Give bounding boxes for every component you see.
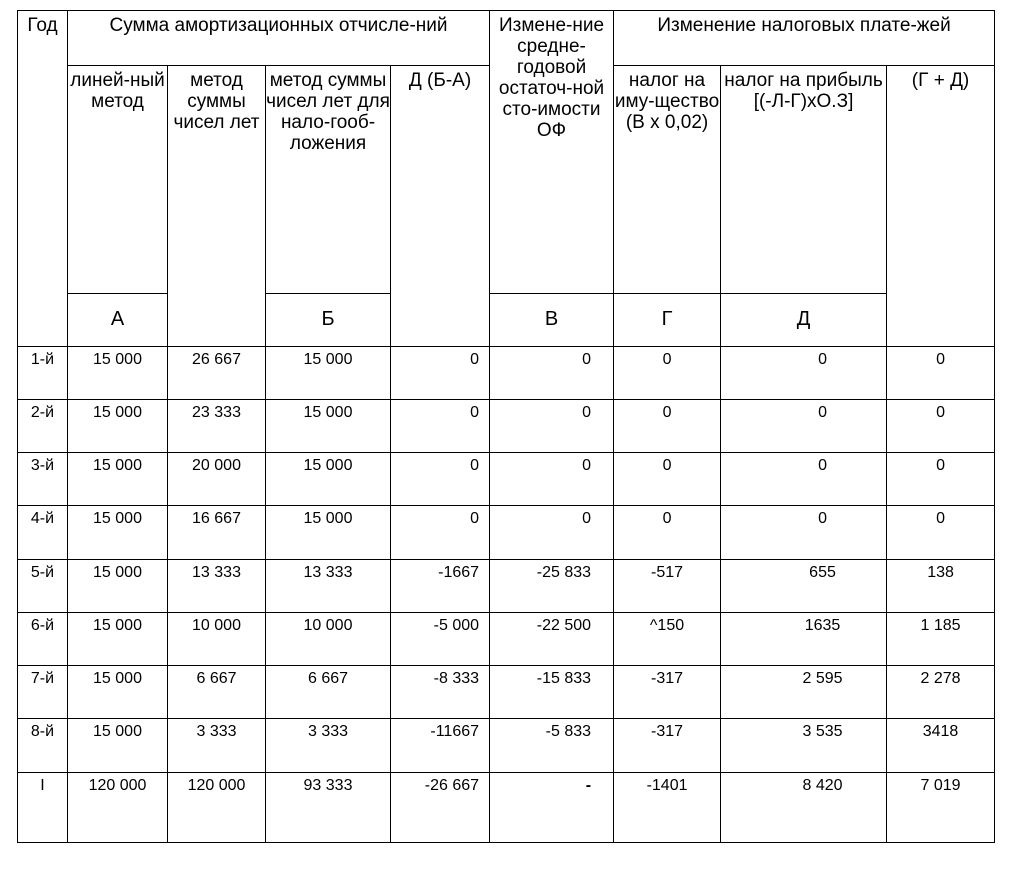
- cell-profit-tax: 8 420: [721, 772, 887, 842]
- cell-year: 7-й: [18, 666, 68, 719]
- cell-year: I: [18, 772, 68, 842]
- cell-sum-years: 120 000: [168, 772, 266, 842]
- cell-total: 0: [887, 346, 995, 399]
- cell-total: 0: [887, 399, 995, 452]
- cell-property-tax: -517: [614, 559, 721, 612]
- cell-year: 6-й: [18, 612, 68, 665]
- header-balance-change: Измене-ние средне-годовой остаточ-ной сто-имости ОФ: [490, 11, 614, 294]
- table-row: [18, 612, 995, 665]
- cell-balance-change: 0: [490, 506, 614, 559]
- letter-d: Д: [721, 294, 887, 346]
- cell-profit-tax: 0: [721, 506, 887, 559]
- cell-diff: -5 000: [391, 612, 490, 665]
- cell-sum-years: 20 000: [168, 453, 266, 506]
- cell-profit-tax: 0: [721, 346, 887, 399]
- cell-balance-change: -22 500: [490, 612, 614, 665]
- header-year: Год: [18, 11, 68, 347]
- cell-property-tax: -317: [614, 719, 721, 772]
- header-diff: Д (Б-А): [391, 66, 490, 346]
- cell-total: 0: [887, 453, 995, 506]
- table-row: [18, 506, 995, 559]
- cell-balance-change: 0: [490, 399, 614, 452]
- cell-linear: 15 000: [68, 506, 168, 559]
- cell-property-tax: 0: [614, 399, 721, 452]
- cell-diff: 0: [391, 399, 490, 452]
- cell-balance-change: 0: [490, 346, 614, 399]
- cell-sum-years-tax: 93 333: [266, 772, 391, 842]
- cell-sum-years-tax: 15 000: [266, 453, 391, 506]
- cell-total: 3418: [887, 719, 995, 772]
- cell-sum-years: 16 667: [168, 506, 266, 559]
- header-tax-change-group: Изменение налоговых плате-жей: [614, 11, 995, 66]
- cell-linear: 15 000: [68, 719, 168, 772]
- cell-year: 1-й: [18, 346, 68, 399]
- cell-diff: 0: [391, 346, 490, 399]
- cell-sum-years: 6 667: [168, 666, 266, 719]
- cell-sum-years: 10 000: [168, 612, 266, 665]
- cell-property-tax: -317: [614, 666, 721, 719]
- cell-property-tax: 0: [614, 506, 721, 559]
- cell-diff: 0: [391, 453, 490, 506]
- cell-sum-years-tax: 3 333: [266, 719, 391, 772]
- cell-sum-years-tax: 15 000: [266, 346, 391, 399]
- cell-profit-tax: 2 595: [721, 666, 887, 719]
- cell-profit-tax: 0: [721, 399, 887, 452]
- cell-diff: -11667: [391, 719, 490, 772]
- header-profit-tax: налог на прибыль [(-Л-Г)хО.З]: [721, 66, 887, 294]
- cell-linear: 15 000: [68, 559, 168, 612]
- cell-sum-years-tax: 6 667: [266, 666, 391, 719]
- cell-total: 7 019: [887, 772, 995, 842]
- cell-total: 1 185: [887, 612, 995, 665]
- cell-balance-change: -15 833: [490, 666, 614, 719]
- cell-profit-tax: 655: [721, 559, 887, 612]
- letter-v: В: [490, 294, 614, 346]
- cell-property-tax: 0: [614, 453, 721, 506]
- table-row: [18, 453, 995, 506]
- cell-balance-change: -5 833: [490, 719, 614, 772]
- letter-a: А: [68, 294, 168, 346]
- cell-linear: 15 000: [68, 453, 168, 506]
- cell-diff: 0: [391, 506, 490, 559]
- header-total: (Г + Д): [887, 66, 995, 346]
- cell-balance-change: 0: [490, 453, 614, 506]
- cell-sum-years-tax: 15 000: [266, 399, 391, 452]
- letter-g: Г: [614, 294, 721, 346]
- header-depreciation-group: Сумма амортизационных отчисле-ний: [68, 11, 490, 66]
- cell-year: 5-й: [18, 559, 68, 612]
- cell-diff: -26 667: [391, 772, 490, 842]
- cell-linear: 15 000: [68, 666, 168, 719]
- table-row: [18, 346, 995, 399]
- cell-year: 2-й: [18, 399, 68, 452]
- cell-balance-change: -25 833: [490, 559, 614, 612]
- cell-year: 8-й: [18, 719, 68, 772]
- cell-linear: 15 000: [68, 346, 168, 399]
- cell-diff: -1667: [391, 559, 490, 612]
- table-row: [18, 719, 995, 772]
- cell-total: 138: [887, 559, 995, 612]
- cell-linear: 15 000: [68, 399, 168, 452]
- cell-profit-tax: 1635: [721, 612, 887, 665]
- cell-property-tax: 0: [614, 346, 721, 399]
- total-row: [18, 772, 995, 842]
- cell-property-tax: -1401: [614, 772, 721, 842]
- cell-sum-years: 13 333: [168, 559, 266, 612]
- header-property-tax: налог на иму-щество (В х 0,02): [614, 66, 721, 294]
- table-row: [18, 666, 995, 719]
- depreciation-table: [17, 10, 995, 843]
- header-sum-years-tax: метод суммы чисел лет для нало-гооб-ложения: [266, 66, 391, 294]
- cell-profit-tax: 0: [721, 453, 887, 506]
- table-row: [18, 559, 995, 612]
- cell-total: 2 278: [887, 666, 995, 719]
- cell-profit-tax: 3 535: [721, 719, 887, 772]
- header-linear: линей-ный метод: [68, 66, 168, 294]
- cell-sum-years-tax: 15 000: [266, 506, 391, 559]
- cell-sum-years: 3 333: [168, 719, 266, 772]
- header-sum-years: метод суммы чисел лет: [168, 66, 266, 346]
- letter-b: Б: [266, 294, 391, 346]
- cell-sum-years-tax: 13 333: [266, 559, 391, 612]
- cell-property-tax: ^150: [614, 612, 721, 665]
- cell-diff: -8 333: [391, 666, 490, 719]
- cell-sum-years-tax: 10 000: [266, 612, 391, 665]
- table-row: [18, 399, 995, 452]
- cell-sum-years: 26 667: [168, 346, 266, 399]
- cell-total: 0: [887, 506, 995, 559]
- cell-year: 4-й: [18, 506, 68, 559]
- cell-balance-change: -: [490, 772, 614, 842]
- cell-linear: 120 000: [68, 772, 168, 842]
- cell-year: 3-й: [18, 453, 68, 506]
- cell-sum-years: 23 333: [168, 399, 266, 452]
- cell-linear: 15 000: [68, 612, 168, 665]
